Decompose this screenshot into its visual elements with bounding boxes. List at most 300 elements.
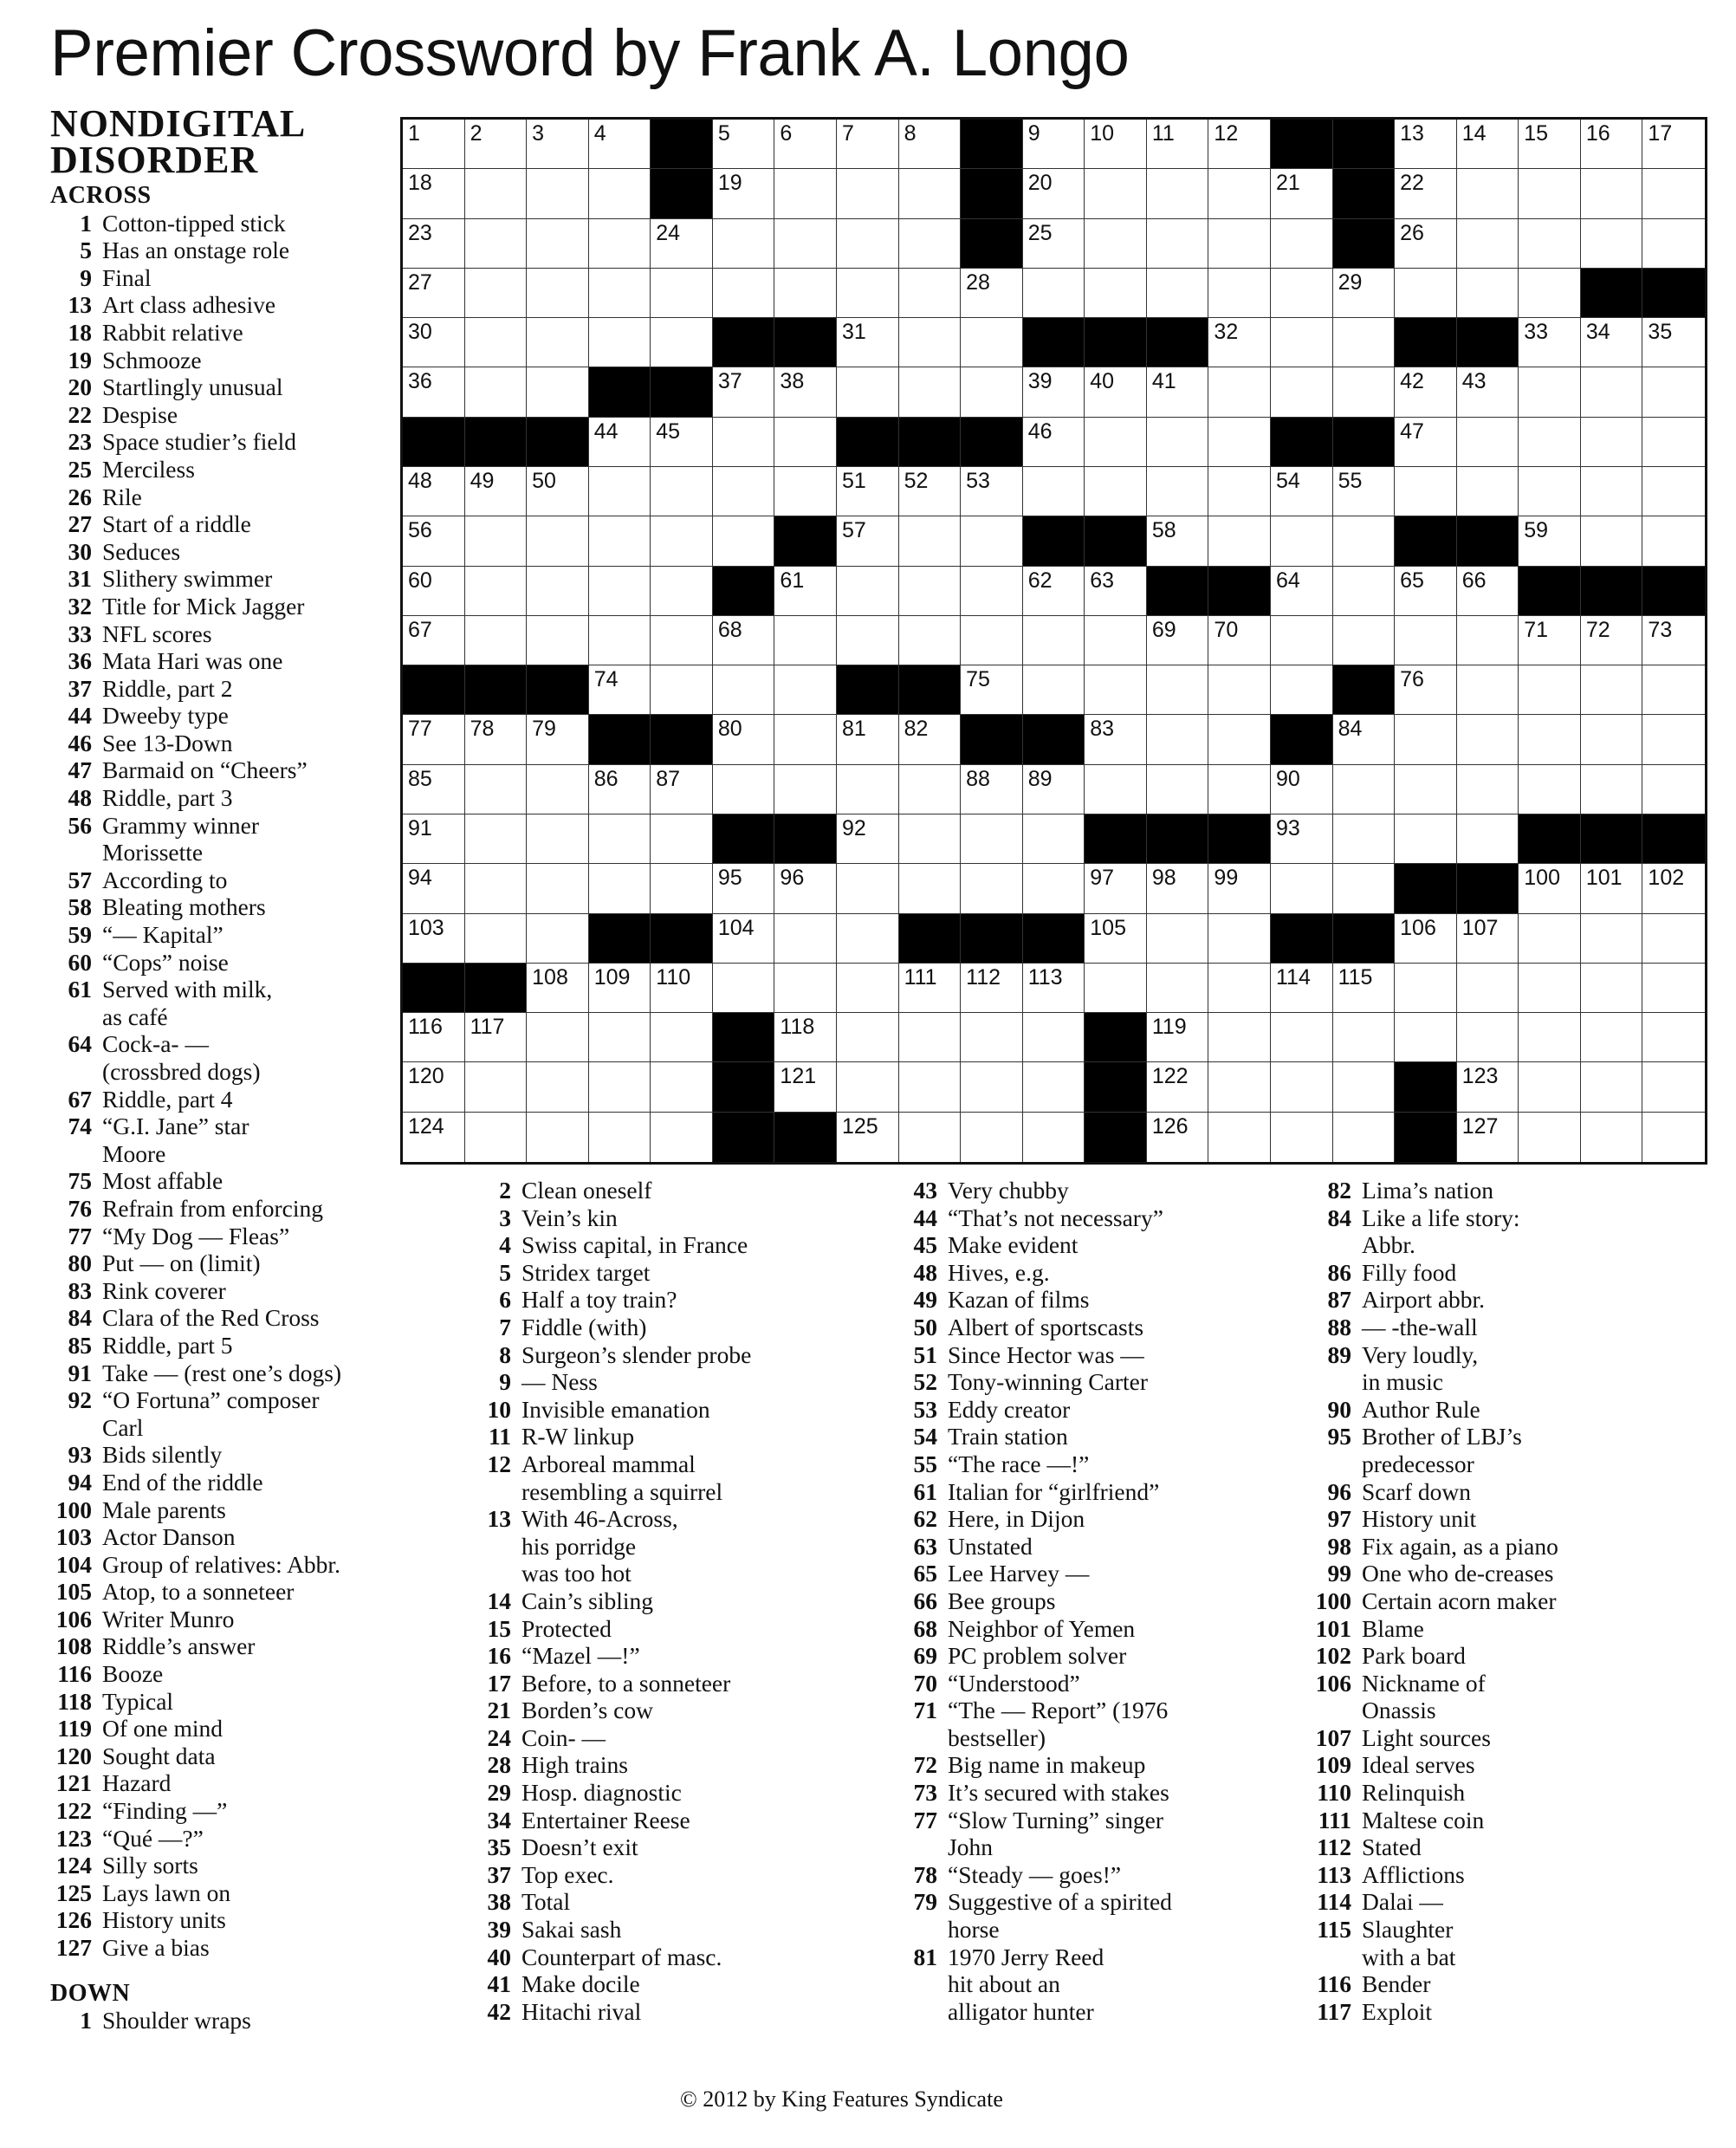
grid-cell[interactable]	[589, 1013, 651, 1062]
grid-cell[interactable]	[1395, 914, 1457, 964]
grid-cell[interactable]	[1147, 665, 1209, 715]
grid-cell[interactable]	[1519, 1113, 1581, 1162]
grid-cell[interactable]	[651, 665, 713, 715]
grid-cell[interactable]	[1333, 318, 1396, 367]
grid-cell[interactable]	[651, 1013, 713, 1062]
grid-cell[interactable]	[713, 219, 775, 269]
grid-cell[interactable]	[899, 616, 962, 665]
grid-cell[interactable]	[1333, 715, 1396, 764]
grid-cell[interactable]	[774, 418, 837, 467]
grid-cell[interactable]	[465, 1013, 528, 1062]
grid-cell[interactable]	[527, 616, 589, 665]
grid-cell[interactable]	[1333, 269, 1396, 318]
grid-cell[interactable]	[1085, 269, 1147, 318]
grid-cell[interactable]	[465, 864, 528, 913]
grid-cell[interactable]	[837, 120, 899, 169]
grid-cell[interactable]	[1208, 269, 1271, 318]
grid-cell[interactable]	[961, 318, 1023, 367]
grid-cell[interactable]	[1147, 269, 1209, 318]
grid-cell[interactable]	[1023, 367, 1085, 417]
grid-cell[interactable]	[1581, 120, 1643, 169]
grid-cell[interactable]	[774, 1013, 837, 1062]
grid-cell[interactable]	[651, 1113, 713, 1162]
grid-cell[interactable]	[1519, 1062, 1581, 1112]
grid-cell[interactable]	[1642, 219, 1705, 269]
grid-cell[interactable]	[899, 814, 962, 864]
grid-cell[interactable]	[1642, 765, 1705, 814]
grid-cell[interactable]	[589, 467, 651, 516]
grid-cell[interactable]	[1333, 516, 1396, 566]
grid-cell[interactable]	[589, 219, 651, 269]
grid-cell[interactable]	[774, 964, 837, 1013]
grid-cell[interactable]	[837, 318, 899, 367]
grid-cell[interactable]	[465, 914, 528, 964]
grid-cell[interactable]	[1271, 516, 1333, 566]
grid-cell[interactable]	[961, 269, 1023, 318]
grid-cell[interactable]	[1642, 516, 1705, 566]
grid-cell[interactable]	[774, 169, 837, 218]
grid-cell[interactable]	[1271, 864, 1333, 913]
grid-cell[interactable]	[1023, 269, 1085, 318]
grid-cell[interactable]	[651, 1062, 713, 1112]
grid-cell[interactable]	[1457, 914, 1519, 964]
grid-cell[interactable]	[1085, 169, 1147, 218]
grid-cell[interactable]	[1023, 120, 1085, 169]
grid-cell[interactable]	[527, 814, 589, 864]
grid-cell[interactable]	[527, 1013, 589, 1062]
grid-cell[interactable]	[1642, 1062, 1705, 1112]
grid-cell[interactable]	[589, 665, 651, 715]
grid-cell[interactable]	[1395, 269, 1457, 318]
grid-cell[interactable]	[1023, 219, 1085, 269]
grid-cell[interactable]	[1208, 715, 1271, 764]
grid-cell[interactable]	[1085, 864, 1147, 913]
grid-cell[interactable]	[1519, 864, 1581, 913]
grid-cell[interactable]	[1333, 814, 1396, 864]
grid-cell[interactable]	[961, 516, 1023, 566]
grid-cell[interactable]	[1147, 169, 1209, 218]
grid-cell[interactable]	[1023, 864, 1085, 913]
grid-cell[interactable]	[1642, 864, 1705, 913]
grid-cell[interactable]	[1271, 665, 1333, 715]
grid-cell[interactable]	[1395, 120, 1457, 169]
grid-cell[interactable]	[774, 765, 837, 814]
grid-cell[interactable]	[1395, 418, 1457, 467]
grid-cell[interactable]	[1023, 1013, 1085, 1062]
grid-cell[interactable]	[1395, 964, 1457, 1013]
grid-cell[interactable]	[1457, 418, 1519, 467]
grid-cell[interactable]	[1581, 418, 1643, 467]
grid-cell[interactable]	[527, 169, 589, 218]
grid-cell[interactable]	[1333, 367, 1396, 417]
grid-cell[interactable]	[1457, 269, 1519, 318]
grid-cell[interactable]	[1395, 616, 1457, 665]
grid-cell[interactable]	[465, 567, 528, 616]
grid-cell[interactable]	[837, 765, 899, 814]
grid-cell[interactable]	[651, 219, 713, 269]
grid-cell[interactable]	[1208, 864, 1271, 913]
grid-cell[interactable]	[713, 864, 775, 913]
grid-cell[interactable]	[1519, 715, 1581, 764]
grid-cell[interactable]	[899, 120, 962, 169]
grid-cell[interactable]	[1457, 219, 1519, 269]
grid-cell[interactable]	[465, 318, 528, 367]
grid-cell[interactable]	[1208, 169, 1271, 218]
grid-cell[interactable]	[899, 367, 962, 417]
grid-cell[interactable]	[1642, 120, 1705, 169]
grid-cell[interactable]	[1271, 765, 1333, 814]
grid-cell[interactable]	[1147, 715, 1209, 764]
grid-cell[interactable]	[1581, 516, 1643, 566]
grid-cell[interactable]	[837, 864, 899, 913]
grid-cell[interactable]	[1519, 467, 1581, 516]
grid-cell[interactable]	[1519, 169, 1581, 218]
grid-cell[interactable]	[1023, 467, 1085, 516]
grid-cell[interactable]	[1642, 964, 1705, 1013]
grid-cell[interactable]	[465, 765, 528, 814]
grid-cell[interactable]	[1642, 665, 1705, 715]
grid-cell[interactable]	[1519, 516, 1581, 566]
grid-cell[interactable]	[1581, 219, 1643, 269]
grid-cell[interactable]	[961, 765, 1023, 814]
grid-cell[interactable]	[1519, 269, 1581, 318]
grid-cell[interactable]	[1642, 367, 1705, 417]
grid-cell[interactable]	[713, 715, 775, 764]
grid-cell[interactable]	[961, 964, 1023, 1013]
grid-cell[interactable]	[899, 269, 962, 318]
grid-cell[interactable]	[1519, 765, 1581, 814]
grid-cell[interactable]	[1457, 1113, 1519, 1162]
grid-cell[interactable]	[1271, 269, 1333, 318]
grid-cell[interactable]	[527, 914, 589, 964]
grid-cell[interactable]	[1085, 914, 1147, 964]
grid-cell[interactable]	[465, 467, 528, 516]
grid-cell[interactable]	[1519, 418, 1581, 467]
grid-cell[interactable]	[589, 765, 651, 814]
grid-cell[interactable]	[1208, 219, 1271, 269]
grid-cell[interactable]	[713, 516, 775, 566]
grid-cell[interactable]	[1581, 367, 1643, 417]
grid-cell[interactable]	[651, 964, 713, 1013]
grid-cell[interactable]	[1147, 864, 1209, 913]
grid-cell[interactable]	[774, 914, 837, 964]
grid-cell[interactable]	[899, 567, 962, 616]
grid-cell[interactable]	[1457, 120, 1519, 169]
grid-cell[interactable]	[465, 516, 528, 566]
grid-cell[interactable]	[1395, 715, 1457, 764]
grid-cell[interactable]	[527, 219, 589, 269]
grid-cell[interactable]	[1271, 567, 1333, 616]
grid-cell[interactable]	[465, 120, 528, 169]
grid-cell[interactable]	[837, 467, 899, 516]
grid-cell[interactable]	[1271, 1013, 1333, 1062]
grid-cell[interactable]	[1581, 914, 1643, 964]
grid-cell[interactable]	[774, 616, 837, 665]
grid-cell[interactable]	[713, 269, 775, 318]
grid-cell[interactable]	[589, 516, 651, 566]
grid-cell[interactable]	[651, 418, 713, 467]
grid-cell[interactable]	[1023, 814, 1085, 864]
grid-cell[interactable]	[837, 269, 899, 318]
grid-cell[interactable]	[1395, 1013, 1457, 1062]
grid-cell[interactable]	[899, 864, 962, 913]
grid-cell[interactable]	[837, 1013, 899, 1062]
grid-cell[interactable]	[1023, 169, 1085, 218]
grid-cell[interactable]	[1147, 765, 1209, 814]
grid-cell[interactable]	[1085, 964, 1147, 1013]
grid-cell[interactable]	[1208, 418, 1271, 467]
grid-cell[interactable]	[774, 219, 837, 269]
grid-cell[interactable]	[961, 1013, 1023, 1062]
grid-cell[interactable]	[837, 219, 899, 269]
grid-cell[interactable]	[1271, 367, 1333, 417]
grid-cell[interactable]	[1023, 1113, 1085, 1162]
grid-cell[interactable]	[1333, 467, 1396, 516]
grid-cell[interactable]	[1581, 864, 1643, 913]
grid-cell[interactable]	[527, 1113, 589, 1162]
grid-cell[interactable]	[1208, 1062, 1271, 1112]
grid-cell[interactable]	[1642, 715, 1705, 764]
grid-cell[interactable]	[899, 1062, 962, 1112]
grid-cell[interactable]	[1642, 169, 1705, 218]
grid-cell[interactable]	[1581, 715, 1643, 764]
grid-cell[interactable]	[1147, 418, 1209, 467]
grid-cell[interactable]	[589, 864, 651, 913]
grid-cell[interactable]	[589, 269, 651, 318]
grid-cell[interactable]	[651, 269, 713, 318]
grid-cell[interactable]	[1581, 765, 1643, 814]
grid-cell[interactable]	[837, 914, 899, 964]
grid-cell[interactable]	[713, 120, 775, 169]
grid-cell[interactable]	[774, 367, 837, 417]
grid-cell[interactable]	[1023, 418, 1085, 467]
grid-cell[interactable]	[837, 814, 899, 864]
grid-cell[interactable]	[589, 814, 651, 864]
grid-cell[interactable]	[1147, 1062, 1209, 1112]
grid-cell[interactable]	[589, 418, 651, 467]
grid-cell[interactable]	[713, 418, 775, 467]
grid-cell[interactable]	[774, 1062, 837, 1112]
grid-cell[interactable]	[1208, 1113, 1271, 1162]
grid-cell[interactable]	[651, 814, 713, 864]
grid-cell[interactable]	[1457, 1062, 1519, 1112]
grid-cell[interactable]	[1085, 567, 1147, 616]
grid-cell[interactable]	[899, 765, 962, 814]
grid-cell[interactable]	[589, 318, 651, 367]
grid-cell[interactable]	[837, 1113, 899, 1162]
grid-cell[interactable]	[1457, 715, 1519, 764]
grid-cell[interactable]	[1581, 169, 1643, 218]
grid-cell[interactable]	[961, 665, 1023, 715]
grid-cell[interactable]	[1023, 765, 1085, 814]
grid-cell[interactable]	[1457, 467, 1519, 516]
grid-cell[interactable]	[1457, 616, 1519, 665]
grid-cell[interactable]	[589, 1113, 651, 1162]
grid-cell[interactable]	[961, 864, 1023, 913]
grid-cell[interactable]	[899, 715, 962, 764]
grid-cell[interactable]	[1457, 964, 1519, 1013]
grid-cell[interactable]	[651, 567, 713, 616]
grid-cell[interactable]	[465, 367, 528, 417]
grid-cell[interactable]	[1395, 665, 1457, 715]
grid-cell[interactable]	[1642, 318, 1705, 367]
grid-cell[interactable]	[527, 516, 589, 566]
grid-cell[interactable]	[1519, 616, 1581, 665]
grid-cell[interactable]	[1085, 467, 1147, 516]
grid-cell[interactable]	[1581, 1013, 1643, 1062]
grid-cell[interactable]	[1642, 616, 1705, 665]
grid-cell[interactable]	[1642, 914, 1705, 964]
grid-cell[interactable]	[589, 567, 651, 616]
grid-cell[interactable]	[1457, 1013, 1519, 1062]
grid-cell[interactable]	[465, 269, 528, 318]
grid-cell[interactable]	[837, 964, 899, 1013]
grid-cell[interactable]	[1271, 219, 1333, 269]
grid-cell[interactable]	[465, 616, 528, 665]
grid-cell[interactable]	[899, 219, 962, 269]
grid-cell[interactable]	[1085, 765, 1147, 814]
grid-cell[interactable]	[899, 318, 962, 367]
grid-cell[interactable]	[1208, 516, 1271, 566]
grid-cell[interactable]	[1085, 616, 1147, 665]
grid-cell[interactable]	[774, 665, 837, 715]
grid-cell[interactable]	[1395, 814, 1457, 864]
grid-cell[interactable]	[1395, 169, 1457, 218]
grid-cell[interactable]	[1271, 814, 1333, 864]
grid-cell[interactable]	[1333, 567, 1396, 616]
grid-cell[interactable]	[1208, 120, 1271, 169]
grid-cell[interactable]	[774, 120, 837, 169]
grid-cell[interactable]	[403, 120, 465, 169]
grid-cell[interactable]	[961, 467, 1023, 516]
grid-cell[interactable]	[465, 219, 528, 269]
grid-cell[interactable]	[1208, 765, 1271, 814]
grid-cell[interactable]	[1333, 864, 1396, 913]
grid-cell[interactable]	[1395, 219, 1457, 269]
grid-cell[interactable]	[1271, 1062, 1333, 1112]
grid-cell[interactable]	[961, 367, 1023, 417]
grid-cell[interactable]	[961, 1062, 1023, 1112]
grid-cell[interactable]	[527, 467, 589, 516]
grid-cell[interactable]	[837, 516, 899, 566]
grid-cell[interactable]	[1271, 616, 1333, 665]
grid-cell[interactable]	[1271, 318, 1333, 367]
grid-cell[interactable]	[713, 665, 775, 715]
grid-cell[interactable]	[1642, 1113, 1705, 1162]
grid-cell[interactable]	[1333, 964, 1396, 1013]
grid-cell[interactable]	[651, 765, 713, 814]
grid-cell[interactable]	[1147, 1113, 1209, 1162]
grid-cell[interactable]	[1147, 467, 1209, 516]
grid-cell[interactable]	[1085, 219, 1147, 269]
grid-cell[interactable]	[1519, 665, 1581, 715]
grid-cell[interactable]	[1581, 665, 1643, 715]
grid-cell[interactable]	[837, 616, 899, 665]
grid-cell[interactable]	[1208, 914, 1271, 964]
grid-cell[interactable]	[837, 715, 899, 764]
grid-cell[interactable]	[713, 616, 775, 665]
grid-cell[interactable]	[774, 269, 837, 318]
grid-cell[interactable]	[1395, 567, 1457, 616]
grid-cell[interactable]	[651, 616, 713, 665]
grid-cell[interactable]	[1333, 616, 1396, 665]
grid-cell[interactable]	[1457, 665, 1519, 715]
grid-cell[interactable]	[1085, 665, 1147, 715]
grid-cell[interactable]	[1581, 616, 1643, 665]
grid-cell[interactable]	[713, 467, 775, 516]
grid-cell[interactable]	[1333, 1013, 1396, 1062]
grid-cell[interactable]	[1023, 964, 1085, 1013]
grid-cell[interactable]	[1581, 964, 1643, 1013]
grid-cell[interactable]	[1147, 964, 1209, 1013]
grid-cell[interactable]	[837, 367, 899, 417]
grid-cell[interactable]	[713, 169, 775, 218]
grid-cell[interactable]	[527, 318, 589, 367]
grid-cell[interactable]	[1457, 367, 1519, 417]
grid-cell[interactable]	[1023, 665, 1085, 715]
grid-cell[interactable]	[899, 467, 962, 516]
grid-cell[interactable]	[713, 765, 775, 814]
grid-cell[interactable]	[1147, 367, 1209, 417]
grid-cell[interactable]	[1581, 1062, 1643, 1112]
grid-cell[interactable]	[651, 467, 713, 516]
grid-cell[interactable]	[1519, 964, 1581, 1013]
grid-cell[interactable]	[837, 1062, 899, 1112]
grid-cell[interactable]	[651, 516, 713, 566]
grid-cell[interactable]	[1208, 1013, 1271, 1062]
grid-cell[interactable]	[465, 169, 528, 218]
grid-cell[interactable]	[1581, 467, 1643, 516]
grid-cell[interactable]	[774, 467, 837, 516]
grid-cell[interactable]	[1519, 219, 1581, 269]
grid-cell[interactable]	[1147, 1013, 1209, 1062]
grid-cell[interactable]	[1519, 120, 1581, 169]
grid-cell[interactable]	[527, 715, 589, 764]
grid-cell[interactable]	[1457, 169, 1519, 218]
grid-cell[interactable]	[1147, 120, 1209, 169]
grid-cell[interactable]	[1023, 616, 1085, 665]
grid-cell[interactable]	[527, 120, 589, 169]
grid-cell[interactable]	[527, 367, 589, 417]
grid-cell[interactable]	[465, 1113, 528, 1162]
grid-cell[interactable]	[837, 567, 899, 616]
grid-cell[interactable]	[1147, 914, 1209, 964]
grid-cell[interactable]	[899, 1013, 962, 1062]
grid-cell[interactable]	[1147, 219, 1209, 269]
grid-cell[interactable]	[713, 914, 775, 964]
grid-cell[interactable]	[961, 567, 1023, 616]
grid-cell[interactable]	[589, 120, 651, 169]
grid-cell[interactable]	[1581, 318, 1643, 367]
grid-cell[interactable]	[589, 1062, 651, 1112]
grid-cell[interactable]	[774, 715, 837, 764]
grid-cell[interactable]	[1208, 665, 1271, 715]
grid-cell[interactable]	[589, 169, 651, 218]
grid-cell[interactable]	[837, 169, 899, 218]
grid-cell[interactable]	[527, 567, 589, 616]
grid-cell[interactable]	[527, 269, 589, 318]
grid-cell[interactable]	[527, 1062, 589, 1112]
grid-cell[interactable]	[1642, 418, 1705, 467]
grid-cell[interactable]	[1395, 765, 1457, 814]
grid-cell[interactable]	[1085, 715, 1147, 764]
grid-cell[interactable]	[651, 318, 713, 367]
grid-cell[interactable]	[961, 814, 1023, 864]
grid-cell[interactable]	[1085, 120, 1147, 169]
grid-cell[interactable]	[1519, 367, 1581, 417]
grid-cell[interactable]	[1023, 567, 1085, 616]
grid-cell[interactable]	[1457, 814, 1519, 864]
